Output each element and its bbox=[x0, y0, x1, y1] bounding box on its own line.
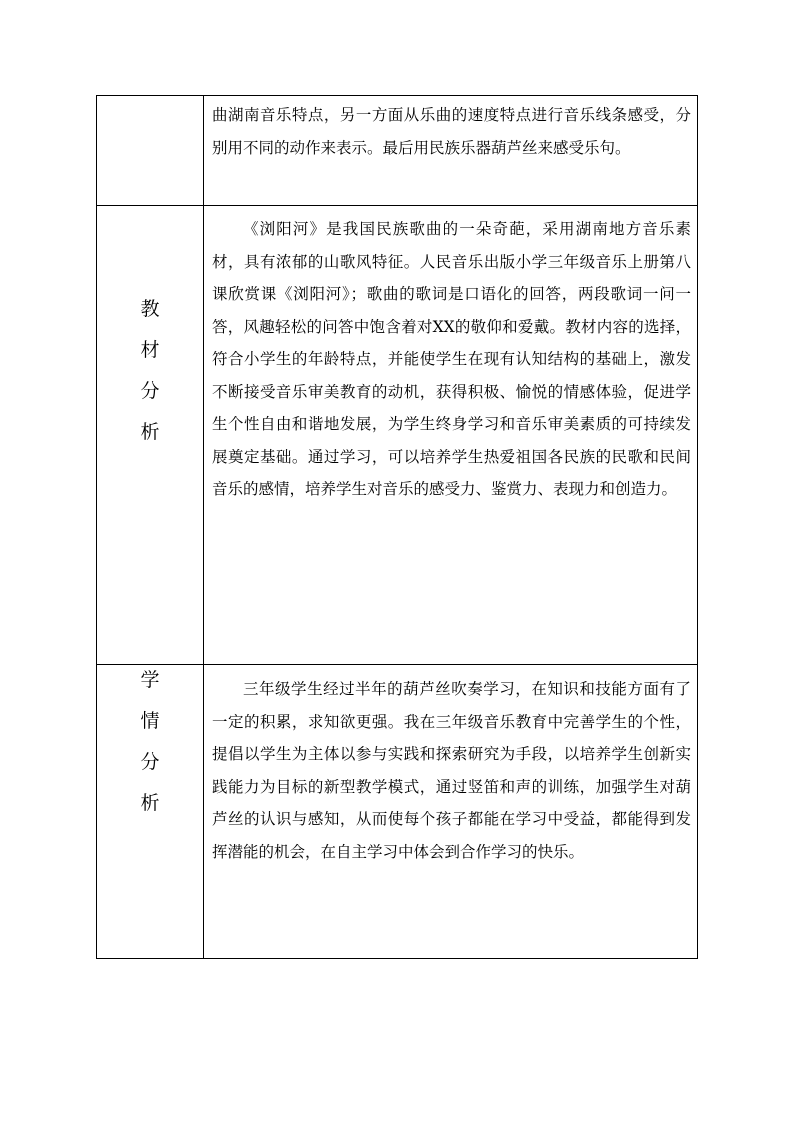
label-char: 情 bbox=[140, 710, 160, 732]
label-char: 分 bbox=[140, 380, 160, 402]
label-char: 析 bbox=[140, 792, 160, 814]
row-label-empty bbox=[97, 96, 204, 206]
label-char: 分 bbox=[140, 751, 160, 773]
row-content-cell bbox=[204, 96, 698, 206]
label-char: 材 bbox=[140, 339, 160, 361]
label-char: 析 bbox=[140, 421, 160, 443]
table-row-student-analysis bbox=[97, 665, 698, 959]
table-row-continued bbox=[97, 96, 698, 206]
row-content-cell bbox=[204, 206, 698, 665]
textbook-analysis-paragraph: 《浏阳河》是我国民族歌曲的一朵奇葩，采用湖南地方音乐素材，具有浓郁的山歌风特征。人民音乐出版小学三年级音乐上册第八课欣赏课《浏阳河》；歌曲的歌词是口语化的回答，两段歌词一问一答，风趣轻松的问答中饱含着对XX的敬仰和爱戴。教材内容的选择，符合小学生的年龄特点，并能使学生在现有认知结构的基础上，激发不断接受音乐审美教育的动机，获得积极、愉悦的情感体验，促进学生个性自由和谐地发展，为学生终身学习和音乐审美素质的可持续发展奠定基础。通过学习，可以培养学生热爱祖国各民族的民歌和民间音乐的感情，培养学生对音乐的感受力、鉴赏力、表现力和创造力。 bbox=[212, 220, 691, 498]
label-char: 教 bbox=[140, 298, 160, 320]
row-label-student-analysis bbox=[97, 665, 204, 959]
lesson-plan-table bbox=[96, 95, 698, 959]
student-analysis-paragraph: 三年级学生经过半年的葫芦丝吹奏学习，在知识和技能方面有了一定的积累，求知欲更强。我在三年级音乐教育中完善学生的个性，提倡以学生为主体以参与实践和探索研究为手段，以培养学生创新实践能力为目标的新型教学模式，通过竖笛和声的训练，加强学生对葫芦丝的认识与感知，从而使每个孩子都能在学习中受益，都能得到发挥潜能的机会，在自主学习中体会到合作学习的快乐。 bbox=[212, 680, 691, 861]
label-char: 学 bbox=[140, 669, 160, 691]
row-label-textbook-analysis bbox=[97, 206, 204, 665]
continued-paragraph: 曲湖南音乐特点，另一方面从乐曲的速度特点进行音乐线条感受，分别用不同的动作来表示。最后用民族乐器葫芦丝来感受乐句。 bbox=[212, 106, 691, 157]
row-content-cell bbox=[204, 665, 698, 959]
table-row-textbook-analysis bbox=[97, 206, 698, 665]
